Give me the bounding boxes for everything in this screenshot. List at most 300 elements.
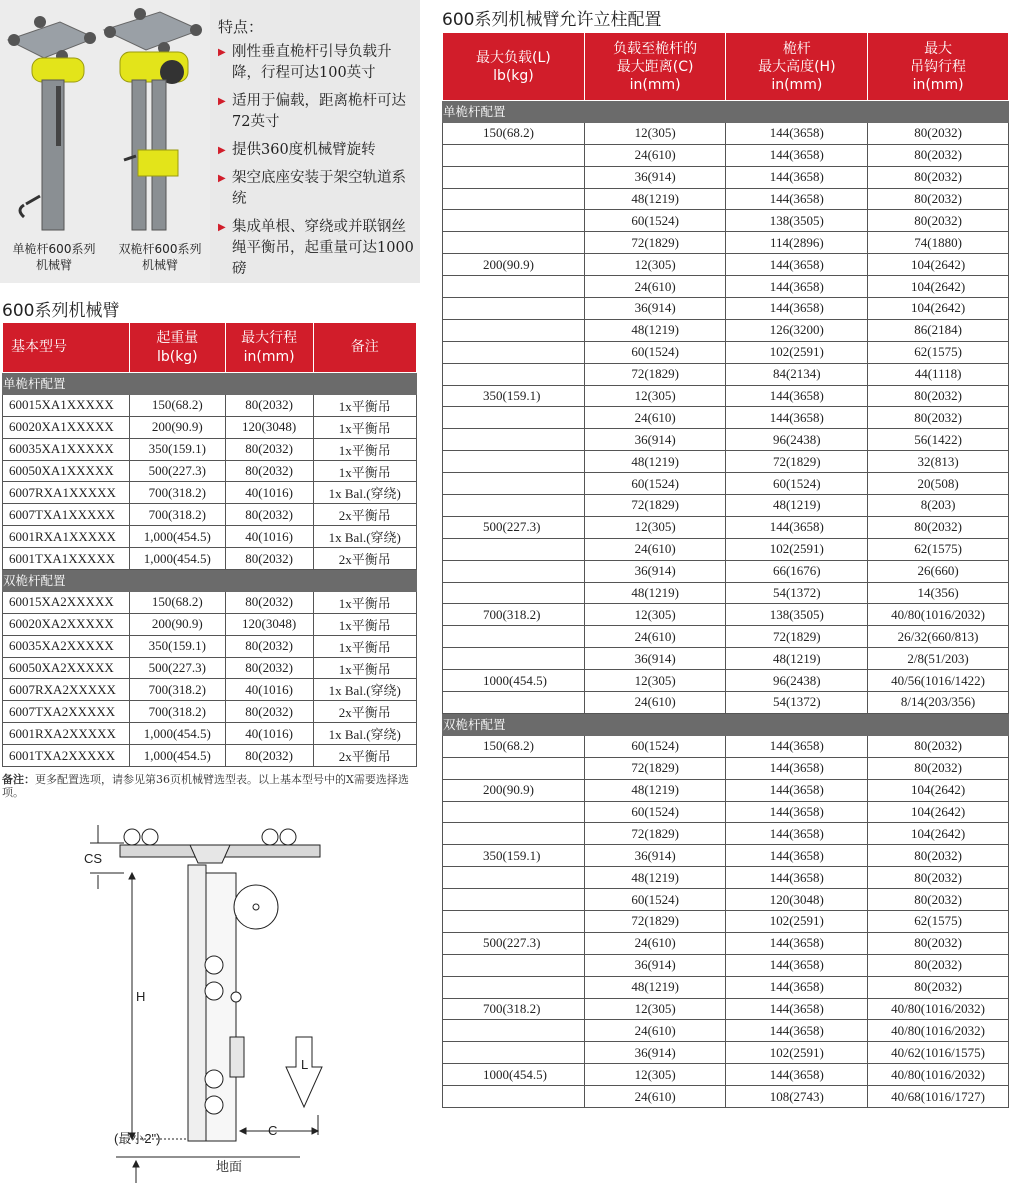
table-cell: 500(227.3) bbox=[129, 657, 225, 679]
table-cell: 60015XA2XXXXX bbox=[3, 591, 130, 613]
table-cell: 36(914) bbox=[584, 1042, 726, 1064]
table-row bbox=[443, 254, 1009, 276]
table-row bbox=[443, 298, 1009, 320]
table-cell: 1x Bal.(穿绕) bbox=[313, 526, 417, 548]
table-cell: 2x平衡吊 bbox=[313, 701, 417, 723]
table-cell bbox=[443, 495, 585, 517]
table-cell: 48(1219) bbox=[584, 867, 726, 889]
table-cell: 1,000(454.5) bbox=[129, 745, 225, 767]
table-cell bbox=[443, 451, 585, 473]
table-cell: 144(3658) bbox=[726, 998, 868, 1020]
table-cell: 62(1575) bbox=[868, 341, 1009, 363]
label-ground: 地面 bbox=[216, 1159, 243, 1174]
table-cell: 1x平衡吊 bbox=[313, 460, 417, 482]
table-cell: 102(2591) bbox=[726, 341, 868, 363]
table-cell: 12(305) bbox=[584, 998, 726, 1020]
table-cell: 72(1829) bbox=[584, 363, 726, 385]
table-cell: 60(1524) bbox=[584, 473, 726, 495]
table-cell: 102(2591) bbox=[726, 910, 868, 932]
table-cell: 200(90.9) bbox=[443, 779, 585, 801]
group-label: 单桅杆配置 bbox=[3, 373, 417, 395]
table-row bbox=[443, 341, 1009, 363]
features-list bbox=[218, 42, 416, 287]
table-cell: 80(2032) bbox=[225, 438, 313, 460]
table-cell: 24(610) bbox=[584, 144, 726, 166]
table-cell: 48(1219) bbox=[584, 779, 726, 801]
table-cell bbox=[443, 298, 585, 320]
table-cell: 12(305) bbox=[584, 254, 726, 276]
table-cell: 96(2438) bbox=[726, 670, 868, 692]
feature-item: ▶ 架空底座安装于架空轨道系统 bbox=[218, 168, 416, 210]
table-row bbox=[443, 670, 1009, 692]
table-cell: 36(914) bbox=[584, 560, 726, 582]
table-cell: 6007TXA2XXXXX bbox=[3, 701, 130, 723]
table-cell bbox=[443, 1042, 585, 1064]
table-cell: 108(2743) bbox=[726, 1086, 868, 1108]
label-min: (最小2") bbox=[114, 1131, 161, 1146]
table-row bbox=[443, 473, 1009, 495]
table-cell: 36(914) bbox=[584, 166, 726, 188]
table-cell: 24(610) bbox=[584, 692, 726, 714]
label-cs: CS bbox=[84, 851, 103, 866]
table-cell bbox=[443, 823, 585, 845]
table-cell: 60(1524) bbox=[584, 801, 726, 823]
table-row bbox=[443, 757, 1009, 779]
table-cell: 24(610) bbox=[584, 276, 726, 298]
table-cell: 24(610) bbox=[584, 407, 726, 429]
table-row bbox=[3, 745, 417, 767]
table-cell: 150(68.2) bbox=[129, 394, 225, 416]
table-cell: 1x平衡吊 bbox=[313, 438, 417, 460]
table-cell: 12(305) bbox=[584, 385, 726, 407]
col-header-remarks: 备注 bbox=[313, 323, 417, 373]
table-cell: 60020XA2XXXXX bbox=[3, 613, 130, 635]
table-cell bbox=[443, 867, 585, 889]
table-cell: 144(3658) bbox=[726, 867, 868, 889]
table-cell: 86(2184) bbox=[868, 319, 1009, 341]
table-cell: 350(159.1) bbox=[443, 385, 585, 407]
table-cell: 66(1676) bbox=[726, 560, 868, 582]
table-cell: 144(3658) bbox=[726, 1020, 868, 1042]
table-cell: 144(3658) bbox=[726, 954, 868, 976]
table-cell bbox=[443, 232, 585, 254]
table-cell: 144(3658) bbox=[726, 122, 868, 144]
table-cell: 6001RXA1XXXXX bbox=[3, 526, 130, 548]
table-cell: 1000(454.5) bbox=[443, 1064, 585, 1086]
table-cell: 72(1829) bbox=[584, 495, 726, 517]
table-cell bbox=[443, 692, 585, 714]
table-cell: 144(3658) bbox=[726, 254, 868, 276]
table-cell: 1x Bal.(穿绕) bbox=[313, 723, 417, 745]
table-cell: 62(1575) bbox=[868, 538, 1009, 560]
table-cell bbox=[443, 1086, 585, 1108]
table-cell: 6007RXA1XXXXX bbox=[3, 482, 130, 504]
table-cell: 60015XA1XXXXX bbox=[3, 394, 130, 416]
table-row bbox=[443, 451, 1009, 473]
table-cell: 700(318.2) bbox=[443, 998, 585, 1020]
table-cell: 120(3048) bbox=[225, 416, 313, 438]
table-cell: 80(2032) bbox=[868, 144, 1009, 166]
table-cell: 6001TXA1XXXXX bbox=[3, 548, 130, 570]
table-cell: 1x Bal.(穿绕) bbox=[313, 679, 417, 701]
table-cell: 80(2032) bbox=[868, 516, 1009, 538]
table-cell: 62(1575) bbox=[868, 910, 1009, 932]
table-cell: 80(2032) bbox=[868, 845, 1009, 867]
table-cell: 60(1524) bbox=[584, 210, 726, 232]
table-cell: 20(508) bbox=[868, 473, 1009, 495]
table-cell: 24(610) bbox=[584, 1086, 726, 1108]
table-cell: 2x平衡吊 bbox=[313, 504, 417, 526]
table-cell: 104(2642) bbox=[868, 276, 1009, 298]
table-cell: 36(914) bbox=[584, 429, 726, 451]
feature-item: ▶ 适用于偏载，距离桅杆可达72英寸 bbox=[218, 91, 416, 133]
table-cell: 48(1219) bbox=[584, 451, 726, 473]
table-row bbox=[3, 723, 417, 745]
label-l: L bbox=[301, 1057, 309, 1072]
table-cell bbox=[443, 407, 585, 429]
table-row bbox=[443, 626, 1009, 648]
table-cell: 48(1219) bbox=[584, 188, 726, 210]
table-cell: 80(2032) bbox=[225, 460, 313, 482]
table-cell: 126(3200) bbox=[726, 319, 868, 341]
table-cell bbox=[443, 626, 585, 648]
table-cell: 60(1524) bbox=[584, 889, 726, 911]
col-header-capacity: 起重量 lb(kg) bbox=[129, 323, 225, 373]
col-header-mast-height: 桅杆 最大高度(H) in(mm) bbox=[726, 33, 868, 101]
table-row bbox=[443, 692, 1009, 714]
table-cell: 60035XA2XXXXX bbox=[3, 635, 130, 657]
table-cell: 1x平衡吊 bbox=[313, 657, 417, 679]
table-row bbox=[3, 394, 417, 416]
table-row bbox=[3, 679, 417, 701]
table-cell bbox=[443, 429, 585, 451]
table-cell: 2/8(51/203) bbox=[868, 648, 1009, 670]
table-cell: 26(660) bbox=[868, 560, 1009, 582]
table-cell: 144(3658) bbox=[726, 801, 868, 823]
table-row bbox=[443, 889, 1009, 911]
table-row bbox=[443, 910, 1009, 932]
table-cell: 144(3658) bbox=[726, 407, 868, 429]
table-cell: 200(90.9) bbox=[443, 254, 585, 276]
table-cell: 36(914) bbox=[584, 648, 726, 670]
table-cell: 1,000(454.5) bbox=[129, 723, 225, 745]
table-cell bbox=[443, 473, 585, 495]
group-header-row bbox=[3, 373, 417, 395]
table-cell: 84(2134) bbox=[726, 363, 868, 385]
table-cell: 36(914) bbox=[584, 954, 726, 976]
table-row bbox=[443, 319, 1009, 341]
table-cell: 24(610) bbox=[584, 932, 726, 954]
table-cell: 48(1219) bbox=[726, 648, 868, 670]
table-cell: 14(356) bbox=[868, 582, 1009, 604]
table-cell: 80(2032) bbox=[868, 932, 1009, 954]
feature-item: ▶ 提供360度机械臂旋转 bbox=[218, 140, 416, 161]
table-row bbox=[443, 560, 1009, 582]
table-row bbox=[3, 613, 417, 635]
table-row bbox=[443, 1042, 1009, 1064]
table-cell: 144(3658) bbox=[726, 298, 868, 320]
table-cell: 144(3658) bbox=[726, 757, 868, 779]
table-cell: 144(3658) bbox=[726, 1064, 868, 1086]
config-header-row bbox=[443, 33, 1009, 101]
table-cell: 138(3505) bbox=[726, 210, 868, 232]
table-cell: 36(914) bbox=[584, 298, 726, 320]
table-cell: 60(1524) bbox=[726, 473, 868, 495]
table-cell bbox=[443, 801, 585, 823]
table-cell: 80(2032) bbox=[868, 122, 1009, 144]
table-cell: 40(1016) bbox=[225, 723, 313, 745]
table-cell: 80(2032) bbox=[225, 394, 313, 416]
table-row bbox=[443, 735, 1009, 757]
caption-single-mast: 单桅杆600系列 机械臂 bbox=[12, 242, 96, 272]
table-row bbox=[443, 166, 1009, 188]
table-cell bbox=[443, 166, 585, 188]
config-table bbox=[442, 32, 1009, 1108]
table-cell: 104(2642) bbox=[868, 823, 1009, 845]
models-header-row bbox=[3, 323, 417, 373]
table-cell: 120(3048) bbox=[726, 889, 868, 911]
table-cell: 200(90.9) bbox=[129, 613, 225, 635]
table-cell: 104(2642) bbox=[868, 254, 1009, 276]
table-cell: 40(1016) bbox=[225, 526, 313, 548]
table-cell: 500(227.3) bbox=[129, 460, 225, 482]
table-row bbox=[443, 954, 1009, 976]
config-body bbox=[443, 101, 1009, 1108]
table-row bbox=[443, 779, 1009, 801]
table-cell: 48(1219) bbox=[584, 319, 726, 341]
table-cell: 96(2438) bbox=[726, 429, 868, 451]
table-cell bbox=[443, 276, 585, 298]
table-row bbox=[3, 460, 417, 482]
table-row bbox=[443, 276, 1009, 298]
table-cell bbox=[443, 757, 585, 779]
table-cell: 144(3658) bbox=[726, 144, 868, 166]
group-label: 双桅杆配置 bbox=[443, 713, 1009, 735]
table-row bbox=[443, 1064, 1009, 1086]
group-label: 双桅杆配置 bbox=[3, 570, 417, 592]
models-section-title: 600系列机械臂 bbox=[2, 301, 120, 321]
table-row bbox=[443, 538, 1009, 560]
label-c: C bbox=[268, 1123, 278, 1138]
table-row bbox=[3, 657, 417, 679]
table-cell: 150(68.2) bbox=[443, 122, 585, 144]
table-cell: 1x平衡吊 bbox=[313, 394, 417, 416]
group-label: 单桅杆配置 bbox=[443, 101, 1009, 123]
table-row bbox=[3, 504, 417, 526]
config-section-title: 600系列机械臂允许立柱配置 bbox=[442, 10, 662, 30]
table-cell: 200(90.9) bbox=[129, 416, 225, 438]
table-cell: 104(2642) bbox=[868, 801, 1009, 823]
table-row bbox=[3, 701, 417, 723]
table-cell: 6007TXA1XXXXX bbox=[3, 504, 130, 526]
table-cell: 80(2032) bbox=[225, 745, 313, 767]
table-cell: 72(1829) bbox=[584, 757, 726, 779]
table-row bbox=[3, 438, 417, 460]
table-cell: 80(2032) bbox=[868, 867, 1009, 889]
table-row bbox=[3, 416, 417, 438]
table-row bbox=[443, 385, 1009, 407]
table-cell bbox=[443, 954, 585, 976]
table-cell: 48(1219) bbox=[584, 976, 726, 998]
table-cell: 80(2032) bbox=[868, 954, 1009, 976]
table-cell: 144(3658) bbox=[726, 845, 868, 867]
table-cell: 138(3505) bbox=[726, 604, 868, 626]
table-cell: 6007RXA2XXXXX bbox=[3, 679, 130, 701]
table-row bbox=[3, 548, 417, 570]
table-cell: 40(1016) bbox=[225, 482, 313, 504]
table-row bbox=[443, 363, 1009, 385]
note-text: 更多配置选项，请参见第36页机械臂选型表。以上基本型号中的X需要选择选项。 bbox=[2, 773, 409, 799]
table-cell: 144(3658) bbox=[726, 516, 868, 538]
table-cell: 80(2032) bbox=[225, 548, 313, 570]
table-cell: 32(813) bbox=[868, 451, 1009, 473]
table-cell: 80(2032) bbox=[868, 166, 1009, 188]
table-row bbox=[443, 845, 1009, 867]
table-cell: 24(610) bbox=[584, 626, 726, 648]
table-cell: 144(3658) bbox=[726, 976, 868, 998]
table-cell: 72(1829) bbox=[726, 451, 868, 473]
table-cell: 26/32(660/813) bbox=[868, 626, 1009, 648]
table-cell: 1x平衡吊 bbox=[313, 416, 417, 438]
table-row bbox=[443, 210, 1009, 232]
table-cell: 144(3658) bbox=[726, 735, 868, 757]
table-cell bbox=[443, 341, 585, 363]
table-cell: 104(2642) bbox=[868, 779, 1009, 801]
table-cell: 6001TXA2XXXXX bbox=[3, 745, 130, 767]
table-cell: 40(1016) bbox=[225, 679, 313, 701]
table-cell: 80(2032) bbox=[868, 407, 1009, 429]
table-cell: 350(159.1) bbox=[443, 845, 585, 867]
table-cell: 40/80(1016/2032) bbox=[868, 604, 1009, 626]
caption-double-mast: 双桅杆600系列 机械臂 bbox=[118, 242, 202, 272]
table-row bbox=[443, 516, 1009, 538]
table-row bbox=[443, 801, 1009, 823]
table-row bbox=[443, 407, 1009, 429]
table-cell: 12(305) bbox=[584, 1064, 726, 1086]
table-cell: 12(305) bbox=[584, 670, 726, 692]
table-row bbox=[443, 188, 1009, 210]
table-cell: 80(2032) bbox=[868, 889, 1009, 911]
table-cell: 80(2032) bbox=[868, 188, 1009, 210]
table-cell: 80(2032) bbox=[225, 504, 313, 526]
table-row bbox=[443, 976, 1009, 998]
table-cell: 74(1880) bbox=[868, 232, 1009, 254]
table-cell: 1x平衡吊 bbox=[313, 591, 417, 613]
table-row bbox=[443, 823, 1009, 845]
table-cell: 80(2032) bbox=[225, 635, 313, 657]
table-cell bbox=[443, 910, 585, 932]
table-cell: 44(1118) bbox=[868, 363, 1009, 385]
table-row bbox=[443, 1020, 1009, 1042]
group-header-row bbox=[3, 570, 417, 592]
table-cell: 700(318.2) bbox=[129, 701, 225, 723]
table-cell: 60(1524) bbox=[584, 735, 726, 757]
table-cell: 80(2032) bbox=[868, 976, 1009, 998]
features-title: 特点： bbox=[218, 18, 264, 36]
models-body bbox=[3, 373, 417, 767]
table-cell: 40/62(1016/1575) bbox=[868, 1042, 1009, 1064]
table-cell: 144(3658) bbox=[726, 385, 868, 407]
table-cell: 60050XA1XXXXX bbox=[3, 460, 130, 482]
table-cell: 40/80(1016/2032) bbox=[868, 1064, 1009, 1086]
table-cell: 60(1524) bbox=[584, 341, 726, 363]
table-cell: 114(2896) bbox=[726, 232, 868, 254]
table-cell: 54(1372) bbox=[726, 582, 868, 604]
table-cell: 500(227.3) bbox=[443, 516, 585, 538]
table-cell bbox=[443, 319, 585, 341]
table-cell: 60050XA2XXXXX bbox=[3, 657, 130, 679]
table-row bbox=[443, 648, 1009, 670]
table-cell: 144(3658) bbox=[726, 823, 868, 845]
features-panel bbox=[0, 0, 420, 283]
table-cell: 2x平衡吊 bbox=[313, 745, 417, 767]
table-cell: 700(318.2) bbox=[129, 504, 225, 526]
table-cell: 1x Bal.(穿绕) bbox=[313, 482, 417, 504]
table-cell: 144(3658) bbox=[726, 188, 868, 210]
note bbox=[2, 773, 422, 799]
table-cell bbox=[443, 363, 585, 385]
table-cell: 60035XA1XXXXX bbox=[3, 438, 130, 460]
col-header-model: 基本型号 bbox=[3, 323, 130, 373]
table-cell bbox=[443, 648, 585, 670]
table-row bbox=[443, 232, 1009, 254]
table-cell: 60020XA1XXXXX bbox=[3, 416, 130, 438]
note-label: 备注： bbox=[2, 773, 35, 786]
table-cell: 80(2032) bbox=[868, 757, 1009, 779]
table-cell: 12(305) bbox=[584, 122, 726, 144]
table-cell: 12(305) bbox=[584, 604, 726, 626]
table-cell: 1000(454.5) bbox=[443, 670, 585, 692]
table-cell: 72(1829) bbox=[584, 232, 726, 254]
table-cell: 350(159.1) bbox=[129, 438, 225, 460]
table-cell: 150(68.2) bbox=[129, 591, 225, 613]
table-cell: 72(1829) bbox=[584, 823, 726, 845]
feature-item: ▶ 集成单根、穿绕或并联钢丝绳平衡吊，起重量可达1000磅 bbox=[218, 217, 416, 280]
table-cell: 24(610) bbox=[584, 1020, 726, 1042]
table-cell: 144(3658) bbox=[726, 276, 868, 298]
table-cell: 1,000(454.5) bbox=[129, 526, 225, 548]
table-cell: 40/80(1016/2032) bbox=[868, 998, 1009, 1020]
table-cell: 72(1829) bbox=[726, 626, 868, 648]
group-header-row bbox=[443, 713, 1009, 735]
table-cell: 24(610) bbox=[584, 538, 726, 560]
table-cell bbox=[443, 188, 585, 210]
table-cell: 144(3658) bbox=[726, 932, 868, 954]
table-cell: 36(914) bbox=[584, 845, 726, 867]
table-row bbox=[443, 998, 1009, 1020]
table-cell bbox=[443, 144, 585, 166]
table-cell: 8/14(203/356) bbox=[868, 692, 1009, 714]
table-cell: 102(2591) bbox=[726, 538, 868, 560]
table-cell: 80(2032) bbox=[225, 701, 313, 723]
table-row bbox=[443, 495, 1009, 517]
table-row bbox=[443, 429, 1009, 451]
table-row bbox=[3, 591, 417, 613]
table-cell bbox=[443, 210, 585, 232]
table-cell: 102(2591) bbox=[726, 1042, 868, 1064]
table-cell: 700(318.2) bbox=[443, 604, 585, 626]
table-cell: 54(1372) bbox=[726, 692, 868, 714]
table-cell bbox=[443, 976, 585, 998]
table-cell bbox=[443, 582, 585, 604]
group-header-row bbox=[443, 101, 1009, 123]
table-cell: 144(3658) bbox=[726, 166, 868, 188]
table-cell bbox=[443, 538, 585, 560]
table-cell: 120(3048) bbox=[225, 613, 313, 635]
col-header-max-travel: 最大行程 in(mm) bbox=[225, 323, 313, 373]
models-table bbox=[2, 322, 417, 767]
dimension-diagram bbox=[80, 815, 340, 1200]
